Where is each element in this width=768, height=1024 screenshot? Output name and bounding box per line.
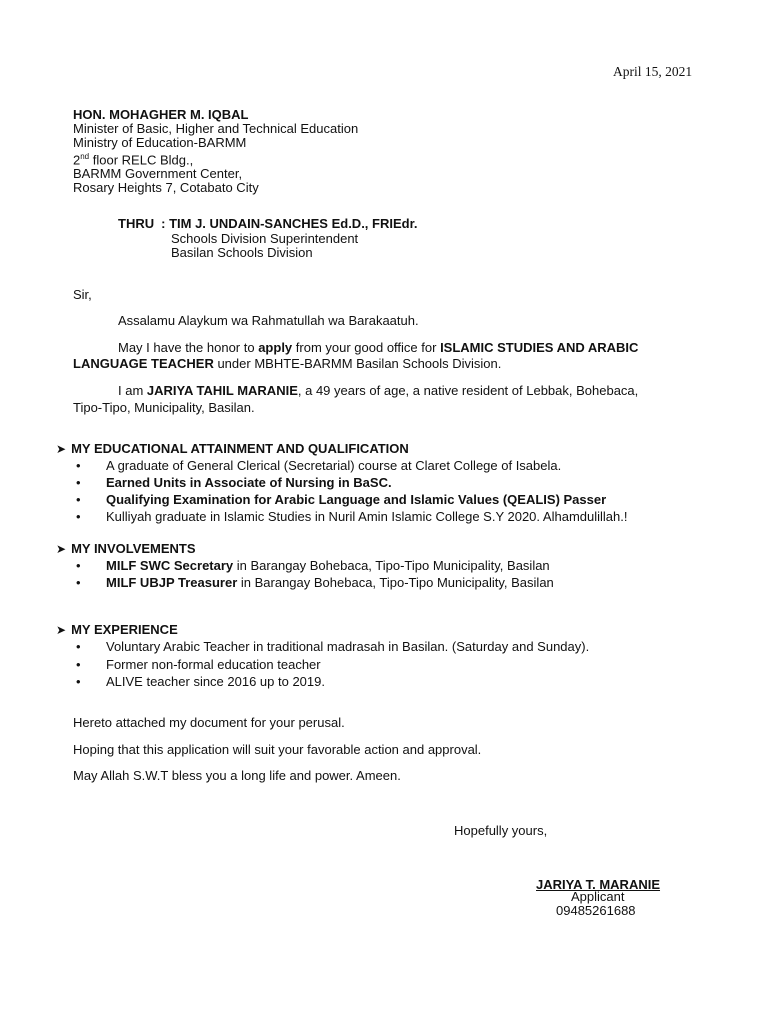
- signature-name: JARIYA T. MARANIE: [536, 877, 661, 892]
- valediction: Hopefully yours,: [454, 823, 548, 838]
- bullet-dot-icon: •: [76, 509, 81, 524]
- letter-date: April 15, 2021: [613, 64, 693, 79]
- greeting: Assalamu Alaykum wa Rahmatullah wa Barakaatuh.: [118, 313, 419, 328]
- thru-label: THRU: [118, 216, 155, 231]
- paragraph-apply-line2: LANGUAGE TEACHER under MBHTE-BARMM Basilan Schools Division.: [73, 356, 502, 371]
- thru-title: Schools Division Superintendent: [171, 231, 359, 246]
- bullet-dot-icon: •: [76, 558, 81, 573]
- bullet-dot-icon: •: [76, 458, 81, 473]
- bullet-dot-icon: •: [76, 492, 81, 507]
- closing-line-2: Hoping that this application will suit your favorable action and approval.: [73, 742, 482, 757]
- bullet-dot-icon: •: [76, 657, 81, 672]
- thru-division: Basilan Schools Division: [171, 245, 313, 260]
- arrow-right-icon: ➤: [56, 623, 67, 637]
- letter-page: April 15, 2021 HON. MOHAGHER M. IQBAL Minister of Basic, Higher and Technical Education Ministry of Education-BARMM 2nd floor RELC Bldg., BARMM Government Center, Rosary Heights 7, Cotabato City THRU : TIM J. UNDAIN-SANCHES Ed.D., FRIEdr. Schools Division Superintendent Basilan Schools Division Sir, Assalamu Alaykum wa Rahmatullah wa Barakaatuh. May I have the honor to apply from your good office for ISLAMIC STUDIES AND ARABIC LANGUAGE TEACHER under MBHTE-BARMM Basilan Schools Division. I am JARIYA TAHIL MARANIE, a 49 years of age, a native resident of Lebbak, Bohebaca, Tipo-Tipo, Municipality, Basilan. ➤ MY EDUCATIONAL ATTAINMENT AND QUALIFICATION • A graduate of General Clerical (Secretarial) course at Claret College of Isabela. • Earned Units in Associate of Nursing in BaSC. • Qualifying Examination for Arabic Language and Islamic Values (QEALIS) Passer • Kulliyah graduate in Islamic Studies in Nuril Amin Islamic College S.Y 2020. Alhamdulillah.! ➤ MY INVOLVEMENTS • MILF SWC Secretary in Barangay Bohebaca, Tipo-Tipo Municipality, Basilan • MILF UBJP Treasurer in Barangay Bohebaca, Tipo-Tipo Municipality, Basilan ➤ MY EXPERIENCE • Voluntary Arabic Teacher in traditional madrasah in Basilan. (Saturday and Sunday). • Former non-formal education teacher • ALIVE teacher since 2016 up to 2019. Hereto attached my document for your perusal. Hoping that this application will suit your favorable action and approval. May Allah S.W.T bless you a long life and power. Ameen. Hopefully yours, JARIYA T. MARANIE Applicant 09485261688: [56, 64, 693, 918]
- recipient-floor: 2nd floor RELC Bldg.,: [73, 152, 194, 168]
- recipient-address: Rosary Heights 7, Cotabato City: [73, 180, 259, 196]
- closing-line-3: May Allah S.W.T bless you a long life and power. Ameen.: [73, 768, 401, 783]
- bullet-dot-icon: •: [76, 639, 81, 654]
- recipient-name: HON. MOHAGHER M. IQBAL: [73, 107, 249, 122]
- arrow-right-icon: ➤: [56, 542, 67, 556]
- paragraph-intro-line2: Tipo-Tipo, Municipality, Basilan.: [73, 400, 255, 415]
- bullet-dot-icon: •: [76, 575, 81, 590]
- closing-line-1: Hereto attached my document for your perusal.: [73, 715, 345, 730]
- recipient-block: [73, 108, 358, 195]
- section-heading-involvements: ➤ MY INVOLVEMENTS: [56, 541, 196, 556]
- recipient-center: BARMM Government Center,: [73, 166, 243, 182]
- recipient-title: Minister of Basic, Higher and Technical Education: [73, 121, 359, 136]
- bullet-dot-icon: •: [76, 674, 81, 689]
- arrow-right-icon: ➤: [56, 442, 67, 456]
- bullet-dot-icon: •: [76, 475, 81, 490]
- paragraph-apply-line1: May I have the honor to apply from your good office for ISLAMIC STUDIES AND ARABIC: [118, 340, 639, 355]
- signature-role: Applicant: [571, 889, 625, 904]
- section-heading-experience: ➤ MY EXPERIENCE: [56, 622, 178, 637]
- salutation: Sir,: [73, 287, 92, 302]
- paragraph-intro-line1: I am JARIYA TAHIL MARANIE, a 49 years of age, a native resident of Lebbak, Bohebaca,: [118, 383, 639, 398]
- thru-name: TIM J. UNDAIN-SANCHES Ed.D., FRIEdr.: [169, 216, 418, 231]
- signature-phone: 09485261688: [556, 903, 636, 918]
- thru-line: THRU : TIM J. UNDAIN-SANCHES Ed.D., FRIEdr.: [118, 216, 418, 231]
- section-heading-education: ➤ MY EDUCATIONAL ATTAINMENT AND QUALIFICATION: [56, 441, 409, 456]
- recipient-office: Ministry of Education-BARMM: [73, 135, 247, 150]
